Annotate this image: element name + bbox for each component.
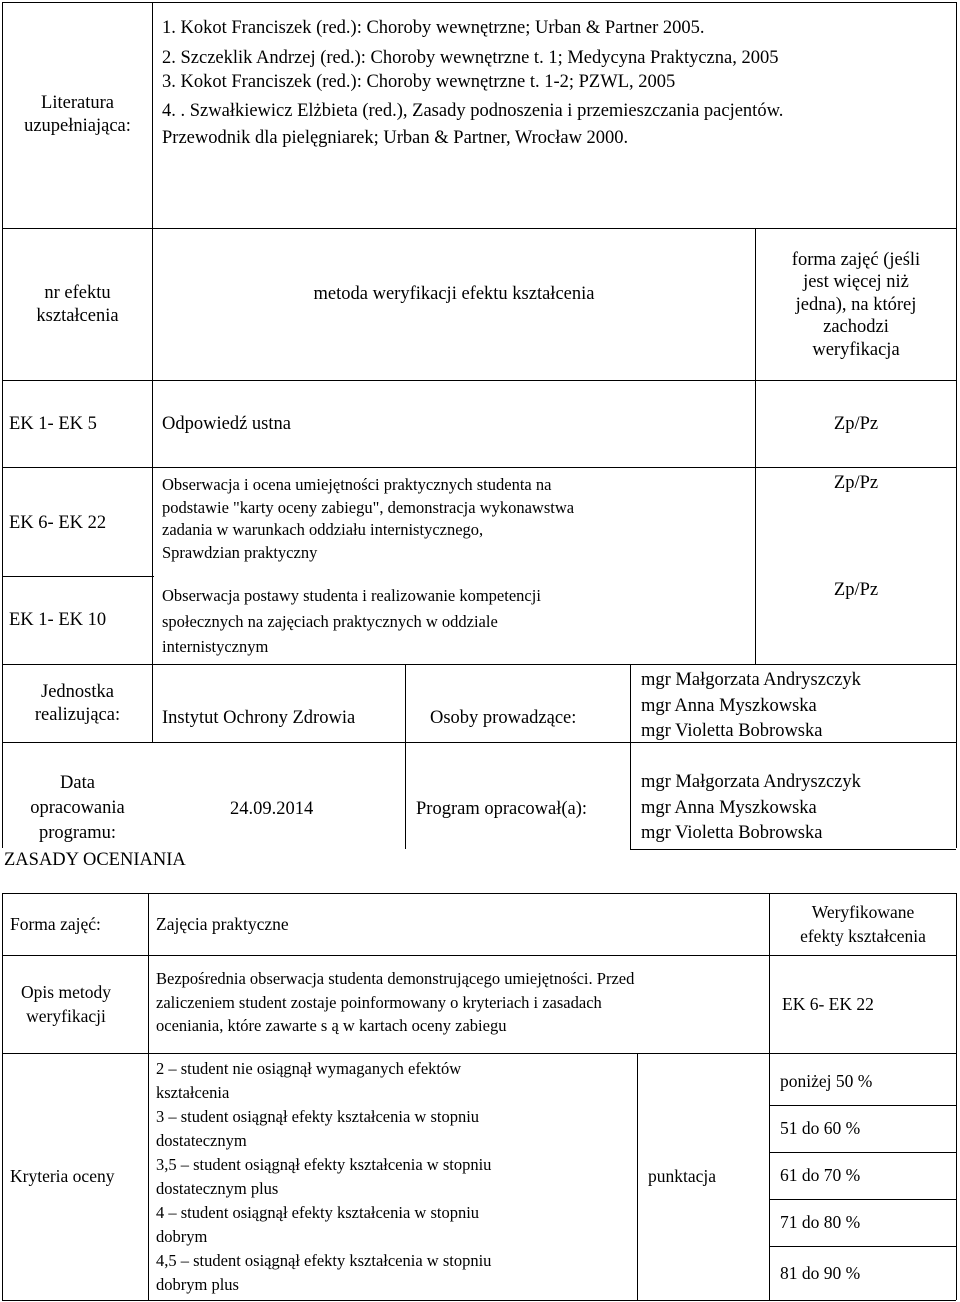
literatura-item: 4. . Szwałkiewicz Elżbieta (red.), Zasady podnoszenia i przemieszczania pacjentów.: [162, 101, 784, 121]
jednostka-value: Instytut Ochrony Zdrowia: [162, 708, 356, 728]
kryterium: dostatecznym: [156, 1131, 247, 1150]
row-metoda: Obserwacja postawy studenta i realizowanie kompetencji społecznych na zajęciach praktycznych w oddziale internistycznym: [162, 586, 541, 656]
data-value: 24.09.2014: [230, 799, 314, 819]
row-nr: EK 6- EK 22: [9, 513, 107, 533]
section-title: ZASADY OCENIANIA: [4, 850, 186, 870]
kryterium: 3 – student osiągnął efekty kształcenia w stopniu: [156, 1107, 480, 1126]
literatura-item: 2. Szczeklik Andrzej (red.): Choroby wewnętrzne t. 1; Medycyna Praktyczna, 2005: [162, 48, 779, 68]
opis-label: Opis metody weryfikacji: [21, 982, 111, 1026]
row-metoda: Odpowiedź ustna: [162, 414, 291, 434]
kryterium: kształcenia: [156, 1083, 230, 1102]
autor: mgr Anna Myszkowska: [641, 797, 817, 818]
kryterium: dobrym plus: [156, 1275, 239, 1294]
row-metoda: Obserwacja i ocena umiejętności praktycznych studenta na podstawie "karty oceny zabiegu", demonstracja wykonawstwa zadania w warunkach oddziału internistycznego, Sprawdzian praktyczny: [162, 475, 575, 562]
autor: mgr Małgorzata Andryszczyk: [641, 772, 861, 792]
prog: poniżej 50 %: [780, 1070, 873, 1091]
weryfikowane-value: EK 6- EK 22: [782, 993, 874, 1014]
prog: 71 do 80 %: [780, 1212, 861, 1233]
jednostka-label: Jednostka realizująca:: [34, 681, 121, 725]
row-nr: EK 1- EK 5: [9, 414, 97, 434]
header-metoda: metoda weryfikacji efektu kształcenia: [313, 284, 595, 304]
osoba: mgr Violetta Bobrowska: [641, 721, 823, 741]
header-nr-efektu: nr efektu kształcenia: [36, 282, 119, 326]
literatura-item: 3. Kokot Franciszek (red.): Choroby wewnętrzne t. 1-2; PZWL, 2005: [162, 72, 676, 92]
osoby-label: Osoby prowadzące:: [430, 708, 577, 728]
prog: 81 do 90 %: [780, 1262, 861, 1283]
forma-label: Forma zajęć:: [10, 913, 101, 934]
osoba: mgr Anna Myszkowska: [641, 695, 817, 716]
opis-value: Bezpośrednia obserwacja studenta demonstrującego umiejętności. Przed zaliczeniem student zostaje poinformowany o kryteriach i zasadach oceniania, które zawarte s ą w kartach oceny zabiegu: [156, 969, 635, 1035]
weryfikowane-label: Weryfikowane efekty kształcenia: [800, 902, 926, 946]
osoby-list: [641, 668, 861, 745]
kryteria-list: [156, 1057, 491, 1297]
prog: 61 do 70 %: [780, 1165, 861, 1186]
header-forma: forma zajęć (jeśli jest więcej niż jedna), na której zachodzi weryfikacja: [791, 249, 921, 360]
osoba: mgr Małgorzata Andryszczyk: [641, 670, 861, 690]
kryterium: dostatecznym plus: [156, 1179, 279, 1198]
autor: mgr Violetta Bobrowska: [641, 823, 823, 843]
punktacja-label: punktacja: [648, 1166, 717, 1187]
kryterium: 4 – student osiągnął efekty kształcenia w stopniu: [156, 1203, 480, 1222]
row-nr: EK 1- EK 10: [9, 610, 107, 630]
kryterium: 3,5 – student osiągnął efekty kształcenia w stopniu: [156, 1155, 492, 1174]
row-forma: Zp/Pz: [833, 580, 879, 600]
kryterium: dobrym: [156, 1227, 208, 1246]
prog: 51 do 60 %: [780, 1118, 861, 1139]
literatura-item: 1. Kokot Franciszek (red.): Choroby wewnętrzne; Urban & Partner 2005.: [162, 18, 705, 38]
literatura-label: Literatura uzupełniająca:: [24, 93, 131, 136]
autorzy-list: [641, 770, 861, 847]
literatura-item: Przewodnik dla pielęgniarek; Urban & Partner, Wrocław 2000.: [162, 128, 629, 148]
row-forma: Zp/Pz: [833, 473, 879, 493]
literatura-list: [162, 17, 783, 151]
kryteria-label: Kryteria oceny: [10, 1166, 115, 1187]
forma-value: Zajęcia praktyczne: [156, 913, 289, 934]
kryterium: 2 – student nie osiągnął wymaganych efektów: [156, 1059, 462, 1078]
program-label: Program opracował(a):: [416, 799, 588, 819]
data-label: Data opracowania programu:: [30, 773, 125, 843]
kryterium: 4,5 – student osiągnął efekty kształcenia w stopniu: [156, 1251, 492, 1270]
row-forma: Zp/Pz: [833, 414, 879, 434]
